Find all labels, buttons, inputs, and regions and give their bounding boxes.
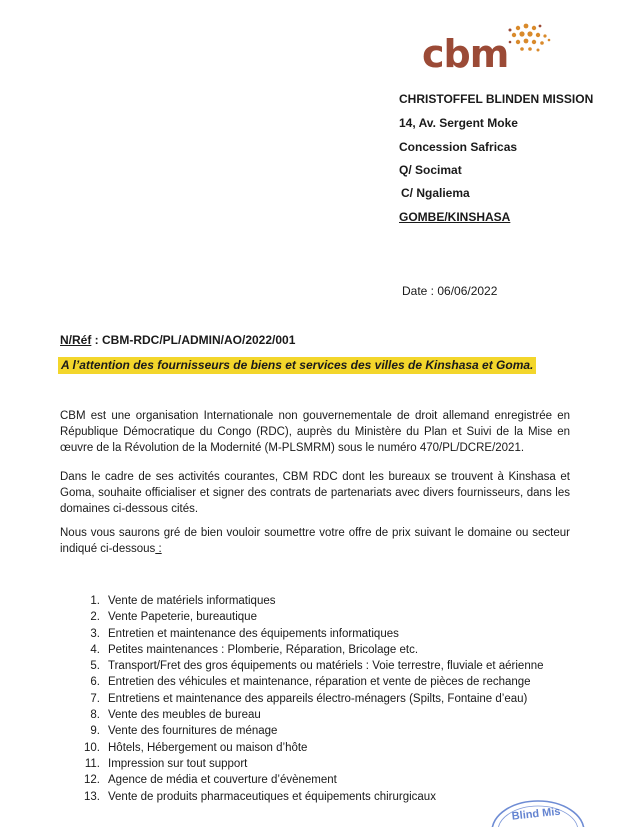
list-item: [60, 593, 544, 609]
services-list: [60, 593, 544, 805]
list-item-text: Hôtels, Hébergement ou maison d’hôte: [108, 741, 308, 754]
address-line-6: GOMBE/KINSHASA: [399, 210, 511, 224]
list-item-number: 10.: [84, 741, 100, 754]
logo-dots-icon: [504, 22, 554, 62]
logo-text: cbm: [422, 32, 509, 76]
list-item: [60, 707, 544, 723]
paragraph-request-text: Nous vous saurons gré de bien vouloir soumettre votre offre de prix suivant le domaine ou secteur indiqué ci-dessous: [60, 527, 570, 555]
paragraph-context: Dans le cadre de ses activités courantes, CBM RDC dont les bureaux se trouvent à Kinshasa et Goma, souhaite officialiser et signer des contrats de partenariats avec divers fournisseurs, dans les domaines ci-dessous cités.: [60, 471, 570, 515]
list-item: [60, 691, 544, 707]
list-item-number: 9.: [90, 725, 100, 738]
list-item-number: 3.: [90, 627, 100, 640]
address-line-4: Q/ Socimat: [399, 163, 462, 177]
list-item: [60, 626, 544, 642]
list-item-number: 11.: [84, 757, 100, 770]
reference: [60, 333, 295, 347]
list-item-text: Vente de matériels informatiques: [108, 595, 276, 607]
list-item-text: Entretien des véhicules et maintenance, réparation et vente de pièces de rechange: [108, 676, 531, 689]
list-item-text: Vente de produits pharmaceutiques et équipements chirurgicaux: [108, 790, 436, 803]
list-item-number: 12.: [84, 774, 100, 787]
list-item-text: Entretiens et maintenance des appareils électro-ménagers (Spilts, Fontaine d’eau): [108, 692, 528, 705]
list-item: [60, 658, 544, 674]
address-line-2: 14, Av. Sergent Moke: [399, 116, 518, 130]
list-item-text: Vente Papeterie, bureautique: [108, 611, 257, 624]
paragraph-request-end: :: [155, 543, 162, 555]
attention-line: A l’attention des fournisseurs de biens et services des villes de Kinshasa et Goma.: [58, 357, 536, 374]
list-item: [60, 674, 544, 690]
list-item-text: Petites maintenances : Plomberie, Réparation, Bricolage etc.: [108, 643, 419, 656]
cbm-logo: [418, 22, 558, 74]
list-item: [60, 642, 544, 658]
list-item: [60, 789, 544, 805]
list-item: [60, 772, 544, 788]
list-item-number: 6.: [90, 676, 100, 689]
reference-value: : CBM-RDC/PL/ADMIN/AO/2022/001: [91, 333, 296, 347]
address-line-3: Concession Safricas: [399, 140, 518, 154]
list-item: [60, 609, 544, 625]
list-item-text: Vente des meubles de bureau: [108, 709, 261, 722]
list-item: [60, 740, 544, 756]
list-item-text: Entretien et maintenance des équipements informatiques: [108, 627, 399, 640]
stamp-text: Blind Mis: [511, 805, 562, 823]
address-line-5: C/ Ngaliema: [401, 186, 470, 200]
list-item-number: 5.: [90, 660, 100, 673]
list-item-text: Impression sur tout support: [108, 757, 248, 770]
list-item-number: 4.: [90, 643, 100, 656]
list-item-number: 13.: [84, 790, 100, 803]
list-item-text: Agence de média et couverture d’évènement: [108, 774, 337, 787]
list-item: [60, 756, 544, 772]
paragraph-request: [60, 525, 570, 557]
list-item-number: 1.: [90, 595, 100, 607]
list-item-number: 7.: [90, 692, 100, 705]
list-item-text: Vente des fournitures de ménage: [108, 725, 278, 738]
paragraph-intro: CBM est une organisation Internationale non gouvernementale de droit allemand enregistrée en République Démocratique du Congo (RDC), auprès du Ministère du Plan et Suivi de la Mise en œuvre de la Révolution de la Modernité (M-PLSMRM) sous le numéro 470/PL/DCRE/2021.: [60, 410, 570, 454]
letter-date: Date : 06/06/2022: [402, 284, 498, 298]
list-item-number: 8.: [90, 709, 100, 722]
list-item-text: Transport/Fret des gros équipements ou matériels : Voie terrestre, fluviale et aérienne: [108, 660, 544, 673]
stamp: [488, 787, 588, 827]
address-line-1: CHRISTOFFEL BLINDEN MISSION: [399, 92, 594, 106]
reference-label: N/Réf: [60, 333, 92, 347]
list-item-number: 2.: [90, 611, 100, 624]
list-item: [60, 723, 544, 739]
